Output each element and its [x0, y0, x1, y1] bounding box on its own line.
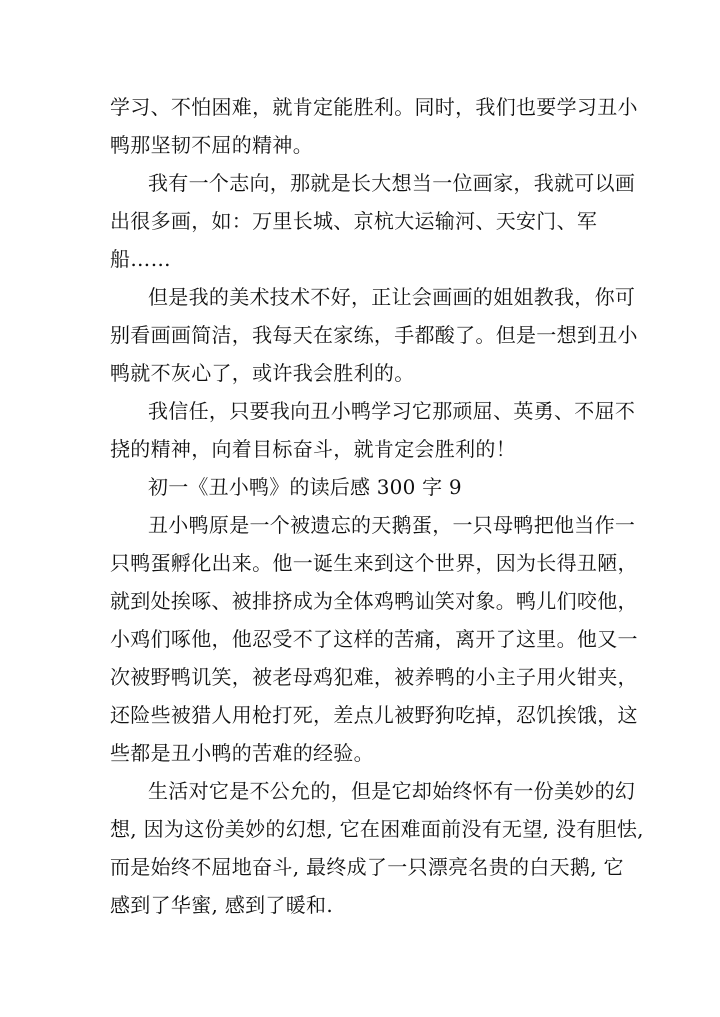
text-line: 想, 因为这份美妙的幻想, 它在困难面前没有无望, 没有胆怯,	[110, 817, 644, 841]
text-line: 学习、不怕困难，就肯定能胜利。同时，我们也要学习丑小	[110, 95, 638, 119]
text-line: 还险些被猎人用枪打死，差点儿被野狗吃掉，忍饥挨饿，这	[110, 703, 638, 727]
text-line: 些都是丑小鸭的苦难的经验。	[110, 741, 374, 765]
text-line: 别看画画简洁，我每天在家练，手都酸了。但是一想到丑小	[110, 323, 638, 347]
text-line: 我有一个志向，那就是长大想当一位画家，我就可以画	[148, 171, 636, 195]
text-line: 但是我的美术技术不好，正让会画画的姐姐教我，你可	[148, 285, 636, 309]
text-line: 挠的精神，向着目标奋斗，就肯定会胜利的！	[110, 437, 516, 461]
text-line: 感到了华蜜, 感到了暖和.	[110, 893, 333, 917]
text-line: 鸭就不灰心了，或许我会胜利的。	[110, 361, 415, 385]
text-line: 丑小鸭原是一个被遗忘的天鹅蛋，一只母鸭把他当作一	[148, 513, 636, 537]
text-line: 船……	[110, 247, 171, 271]
text-line: 次被野鸭讥笑，被老母鸡犯难，被养鸭的小主子用火钳夹，	[110, 665, 638, 689]
text-line: 出很多画，如：万里长城、京杭大运输河、天安门、军	[110, 209, 598, 233]
text-line: 就到处挨啄、被排挤成为全体鸡鸭讪笑对象。鸭儿们咬他，	[110, 589, 638, 613]
text-line: 我信任，只要我向丑小鸭学习它那顽屈、英勇、不屈不	[148, 399, 636, 423]
text-line: 小鸡们啄他，他忍受不了这样的苦痛，离开了这里。他又一	[110, 627, 638, 651]
text-line: 而是始终不屈地奋斗, 最终成了一只漂亮名贵的白天鹅, 它	[110, 855, 624, 879]
section-heading: 初一《丑小鸭》的读后感 300 字 9	[148, 475, 462, 499]
text-line: 鸭那坚韧不屈的精神。	[110, 133, 313, 157]
text-line: 生活对它是不公允的，但是它却始终怀有一份美妙的幻	[148, 779, 636, 803]
text-line: 只鸭蛋孵化出来。他一诞生来到这个世界，因为长得丑陋，	[110, 551, 638, 575]
